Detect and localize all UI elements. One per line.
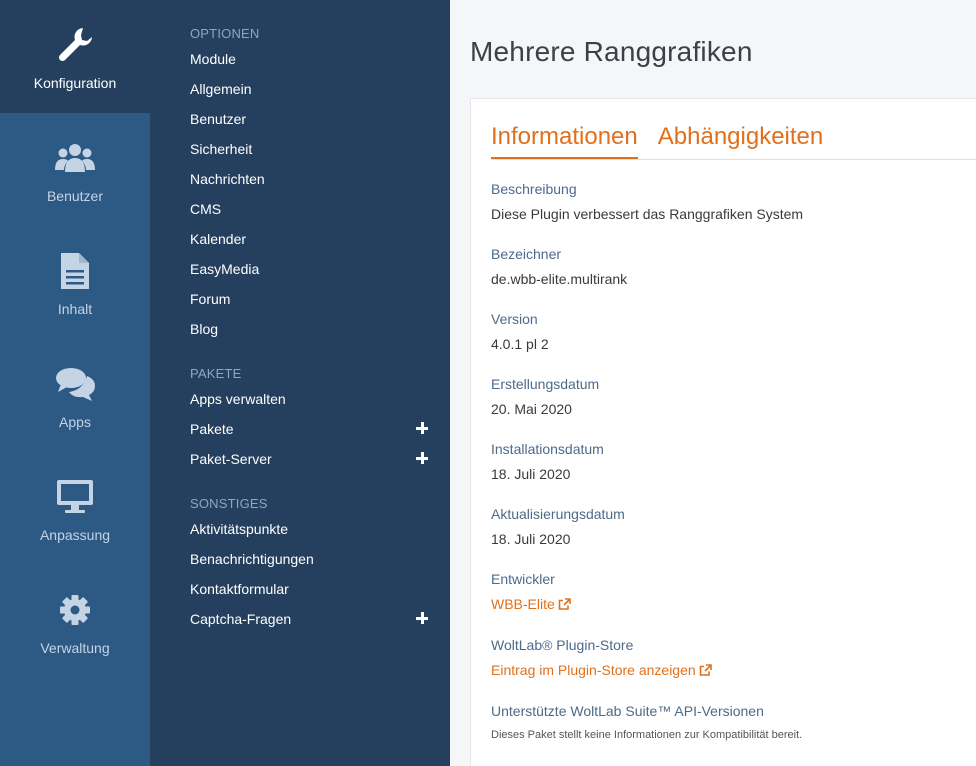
menu-item-sicherheit[interactable]: Sicherheit (190, 141, 253, 157)
plugin-store-link-text: Eintrag im Plugin-Store anzeigen (491, 662, 696, 678)
field-label: Aktualisierungsdatum (491, 506, 625, 522)
rail-item-label: Konfiguration (33, 75, 117, 91)
field-label: Installationsdatum (491, 441, 604, 457)
menu-item-benachrichtigungen[interactable]: Benachrichtigungen (190, 551, 314, 567)
desktop-icon (53, 477, 97, 517)
rail-item-apps[interactable] (0, 339, 150, 452)
comments-icon (53, 364, 97, 404)
menu-item-kalender[interactable]: Kalender (190, 231, 247, 247)
menu-item-forum[interactable]: Forum (190, 291, 231, 307)
rail-item-verwaltung[interactable] (0, 565, 150, 678)
menu-heading: OPTIONEN (190, 26, 260, 41)
field-label: Unterstützte WoltLab Suite™ API-Versionen (491, 703, 764, 719)
field-value (491, 660, 961, 680)
menu-heading: SONSTIGES (190, 496, 268, 511)
rail-item-anpassung[interactable] (0, 452, 150, 565)
field-value: 4.0.1 pl 2 (491, 336, 549, 352)
submenu (150, 0, 450, 766)
plus-icon[interactable] (416, 452, 428, 464)
menu-item-blog[interactable]: Blog (190, 321, 219, 337)
menu-item-label: Paket-Server (190, 451, 272, 467)
gear-icon (53, 590, 97, 630)
menu-group-sonstiges (150, 494, 450, 634)
tab-abhaengigkeiten[interactable]: Abhängigkeiten (657, 123, 824, 150)
field-label: Beschreibung (491, 181, 577, 197)
field-value (491, 594, 961, 614)
menu-heading: PAKETE (190, 366, 242, 381)
rail-item-benutzer[interactable] (0, 113, 150, 226)
field-plugin-store (491, 635, 961, 701)
menu-group-optionen (150, 24, 450, 344)
field-entwickler (491, 569, 961, 635)
rail-item-label: Benutzer (46, 188, 104, 204)
field-value: 18. Juli 2020 (491, 466, 571, 482)
menu-item-cms[interactable]: CMS (190, 201, 222, 217)
tab-informationen[interactable]: Informationen (491, 123, 638, 159)
rail-item-label: Inhalt (57, 301, 93, 317)
rail-item-label: Anpassung (39, 527, 111, 543)
field-aktualisierungsdatum (491, 504, 961, 569)
field-value: Diese Plugin verbessert das Ranggrafiken System (491, 206, 804, 222)
menu-item-benutzer[interactable]: Benutzer (190, 111, 247, 127)
menu-item-aktivitaetspunkte[interactable]: Aktivitätspunkte (190, 521, 289, 537)
tab-bar (491, 123, 976, 160)
field-bezeichner (491, 244, 961, 309)
field-value: 20. Mai 2020 (491, 401, 572, 417)
field-label: Version (491, 311, 538, 327)
menu-group-pakete (150, 364, 450, 474)
field-api-versionen (491, 701, 961, 766)
rail-item-inhalt[interactable] (0, 226, 150, 339)
field-value: de.wbb-elite.multirank (491, 271, 628, 287)
menu-item-captcha-fragen[interactable] (150, 604, 450, 634)
field-label: Erstellungsdatum (491, 376, 600, 392)
field-value: Dieses Paket stellt keine Informationen zur Kompatibilität bereit. (491, 729, 803, 741)
menu-item-module[interactable]: Module (190, 51, 236, 67)
field-label: Entwickler (491, 571, 555, 587)
plus-icon[interactable] (416, 612, 428, 624)
users-icon (53, 138, 97, 178)
external-link-icon (558, 598, 571, 611)
menu-item-label: Pakete (190, 421, 234, 437)
main-navigation-rail (0, 0, 150, 766)
wrench-icon (53, 25, 97, 65)
field-value: 18. Juli 2020 (491, 531, 571, 547)
menu-item-nachrichten[interactable]: Nachrichten (190, 171, 265, 187)
rail-item-konfiguration[interactable] (0, 0, 150, 113)
file-text-icon (53, 251, 97, 291)
menu-item-label: Captcha-Fragen (190, 611, 292, 627)
info-list (491, 179, 961, 766)
field-label: WoltLab® Plugin-Store (491, 637, 634, 653)
field-beschreibung (491, 179, 961, 244)
field-erstellungsdatum (491, 374, 961, 439)
menu-item-allgemein[interactable]: Allgemein (190, 81, 252, 97)
field-label: Bezeichner (491, 246, 562, 262)
menu-item-apps-verwalten[interactable]: Apps verwalten (190, 391, 286, 407)
rail-item-label: Apps (59, 414, 91, 430)
page-title: Mehrere Ranggrafiken (470, 36, 753, 67)
external-link-icon (699, 664, 712, 677)
field-installationsdatum (491, 439, 961, 504)
menu-item-kontaktformular[interactable]: Kontaktformular (190, 581, 289, 597)
menu-item-easymedia[interactable]: EasyMedia (190, 261, 260, 277)
developer-link[interactable] (491, 594, 571, 614)
menu-item-pakete[interactable] (150, 414, 450, 444)
field-version (491, 309, 961, 374)
developer-link-text: WBB-Elite (491, 596, 555, 612)
rail-item-label: Verwaltung (40, 640, 110, 656)
plus-icon[interactable] (416, 422, 428, 434)
package-info-card (470, 98, 976, 766)
plugin-store-link[interactable] (491, 660, 712, 680)
menu-item-paket-server[interactable] (150, 444, 450, 474)
main-content (450, 0, 976, 766)
